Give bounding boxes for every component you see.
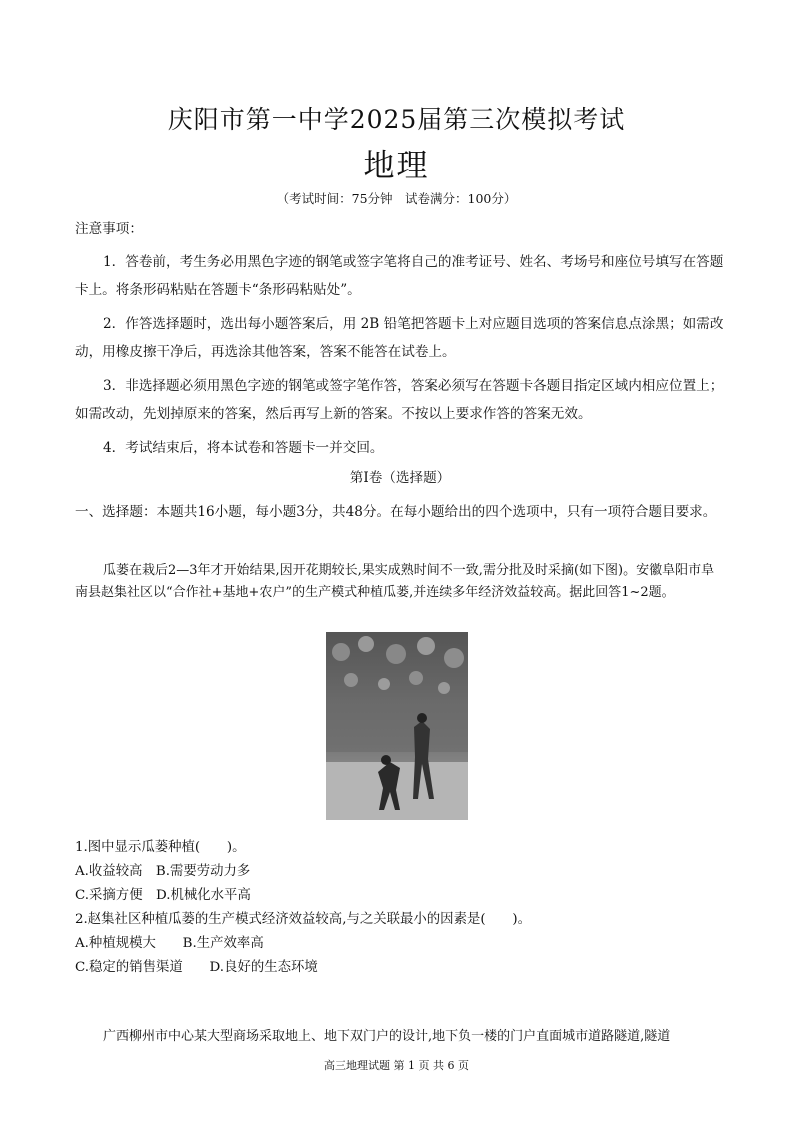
passage-2: 广西柳州市中心某大型商场采取地上、地下双门户的设计,地下负一楼的门户直面城市道路隧道,隧道 <box>103 1029 671 1044</box>
question-2-options-cd: C.稳定的销售渠道 D.良好的生态环境 <box>75 960 318 975</box>
exam-title: 庆阳市第一中学2025届第三次模拟考试 <box>167 105 626 134</box>
passage-1: 瓜蒌在栽后2—3年才开始结果,因开花期较长,果实成熟时间不一致,需分批及时采摘(如下图)。安徽阜阳市阜南县赵集社区以“合作社+基地+农户”的生产模式种植瓜蒌,并连续多年经济效益较高。据此回答1~2题。 <box>75 563 715 600</box>
note-item-3: 3．非选择题必须用黑色字迹的钢笔或签字笔作答，答案必须写在答题卡各题目指定区域内相应位置上；如需改动，先划掉原来的答案，然后再写上新的答案。不按以上要求作答的答案无效。 <box>75 378 724 422</box>
question-1-stem: 1.图中显示瓜蒌种植( )。 <box>75 840 246 855</box>
note-item-2: 2．作答选择题时，选出每小题答案后，用 2B 铅笔把答题卡上对应题目选项的答案信息点涂黑；如需改动，用橡皮擦干净后，再选涂其他答案，答案不能答在试卷上。 <box>75 316 724 360</box>
exam-info: （考试时间：75分钟 试卷满分：100分） <box>276 191 517 206</box>
question-1-options-cd: C.采摘方便 D.机械化水平高 <box>75 888 251 903</box>
note-item-4: 4．考试结束后，将本试卷和答题卡一并交回。 <box>103 440 384 456</box>
subject-title: 地理 <box>363 148 430 184</box>
question-2-stem: 2.赵集社区种植瓜蒌的生产模式经济效益较高,与之关联最小的因素是( )。 <box>75 912 531 927</box>
page-footer: 高三地理试题 第 1 页 共 6 页 <box>324 1059 469 1072</box>
question-2-options-ab: A.种植规模大 B.生产效率高 <box>75 936 264 951</box>
question-1-options-ab: A.收益较高 B.需要劳动力多 <box>75 864 251 879</box>
notes-heading: 注意事项： <box>75 221 143 237</box>
section-title: 第Ⅰ卷（选择题） <box>349 470 451 486</box>
note-item-1: 1．答卷前，考生务必用黑色字迹的钢笔或签字笔将自己的准考证号、姓名、考场号和座位号填写在答题卡上。将条形码粘贴在答题卡“条形码粘贴处”。 <box>75 254 724 298</box>
section-intro: 一、选择题：本题共16小题，每小题3分，共48分。在每小题给出的四个选项中，只有一项符合题目要求。 <box>75 504 717 520</box>
harvest-photo <box>326 632 468 820</box>
